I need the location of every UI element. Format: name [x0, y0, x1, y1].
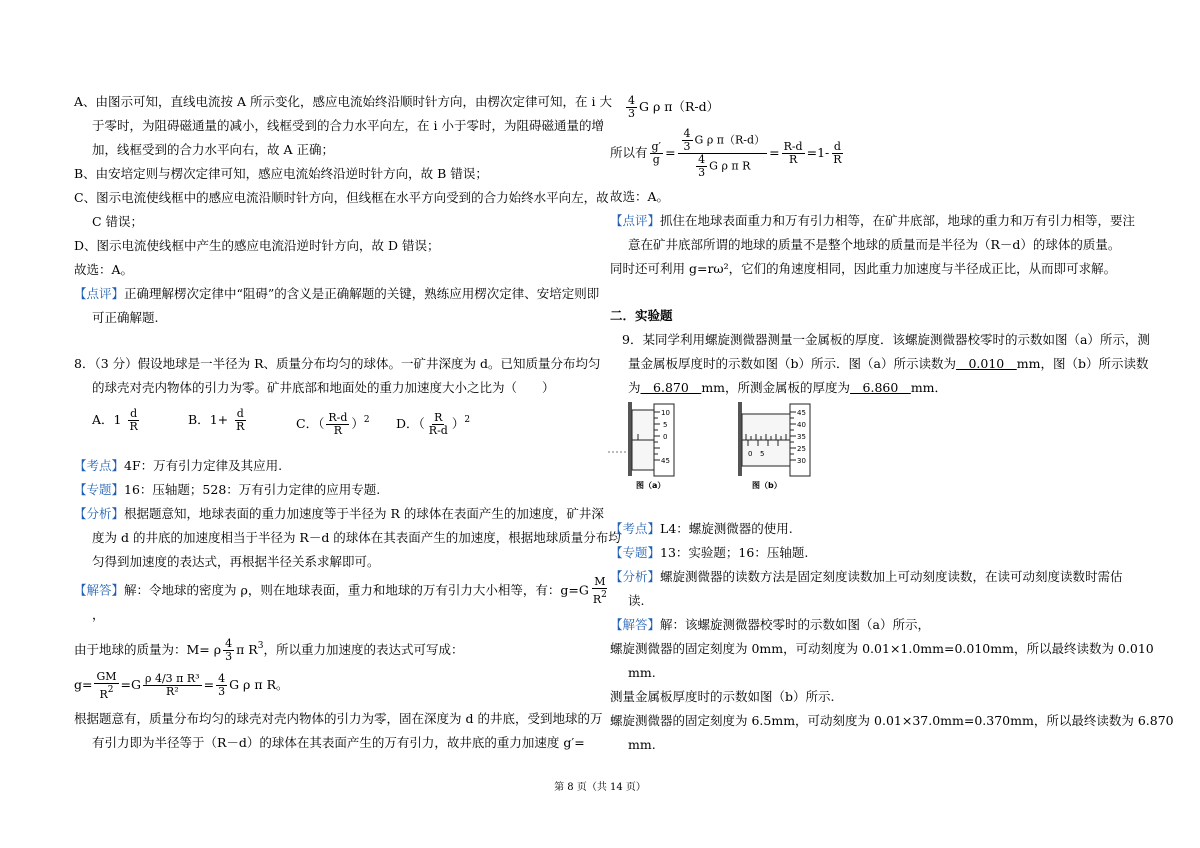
num: R	[434, 411, 443, 424]
question-9-line3	[628, 379, 947, 397]
num: GM	[96, 669, 117, 683]
kaodian-9	[610, 520, 793, 538]
svg-text:30: 30	[797, 457, 806, 465]
svg-text:10: 10	[661, 409, 670, 417]
svg-text:5: 5	[760, 450, 765, 458]
den-base: R	[99, 687, 108, 701]
fenxi-text: 螺旋测微器的读数方法是固定刻度读数加上可动刻度读数，在读可动刻度读数时需估	[660, 569, 1123, 584]
svg-text:45: 45	[661, 457, 670, 465]
den: 3	[628, 107, 635, 120]
option-a-line1: A、由图示可知，直线电流按 A 所示变化，感应电流始终沿顺时针方向，由楞次定律可知，在 i 大	[74, 94, 612, 109]
four-thirds	[626, 95, 637, 120]
comment-tag: 【点评】	[610, 213, 661, 228]
anvil-face	[738, 402, 742, 476]
question-8-line1: 8．（3 分）假设地球是一半径为 R、质量分布均匀的球体。一矿井深度为 d。已知质量分布均匀	[74, 356, 601, 371]
page-footer: 第 8 页（共 14 页）	[554, 782, 646, 793]
answer-8: 故选：A。	[610, 189, 670, 204]
comment-text: 正确理解楞次定律中“阻碍”的含义是正确解题的关键，熟练应用楞次定律、安培定则即	[124, 286, 600, 301]
answer-blank-b: 6.870	[640, 380, 702, 395]
section-heading: 二．实验题	[610, 308, 673, 323]
kaodian-text: L4：螺旋测微器的使用.	[660, 521, 793, 536]
num: 4	[683, 127, 691, 140]
num	[678, 128, 768, 154]
conclusion-line2: 有引力即为半径等于（R－d）的球体在其表面产生的万有引力，故井底的重力加速度 g′=	[92, 735, 585, 750]
option-b: B、由安培定则与楞次定律可知，感应电流始终沿逆时针方向，故 B 错误；	[74, 166, 488, 181]
kaodian-tag: 【考点】	[610, 521, 661, 536]
kaodian-tag: 【考点】	[74, 458, 125, 473]
fenxi-9-line2: 读.	[628, 593, 645, 608]
g-eq-equals: =	[203, 677, 215, 692]
mass-line: 由于地球的质量为：M= ρ $\frac{4}{3}$ π $R^3$，所以重力加速度的表达式可写成：	[74, 637, 464, 663]
choice-a-pre: 1	[113, 412, 122, 427]
num: R-d	[328, 411, 348, 424]
zhuanti-text: 13：实验题；16：压轴题.	[660, 545, 809, 560]
jieda-9-line4: 测量金属板厚度时的示数如图（b）所示.	[610, 689, 835, 704]
choice-label: A．	[92, 412, 114, 427]
num: ρ 4/3 π R³	[145, 672, 200, 685]
fenxi-8-line1	[74, 505, 604, 523]
four-thirds-d	[696, 154, 707, 179]
four-thirds-n	[682, 128, 693, 153]
q9-text: 量金属板厚度时的示数如图（b）所示．图（a）所示读数为	[628, 356, 956, 371]
num-text: G ρ π（R-d）	[694, 133, 766, 147]
den: R²	[165, 685, 179, 698]
choice-label: D．	[396, 416, 419, 431]
comment-8-line1	[610, 212, 1135, 230]
den: 3	[218, 685, 226, 698]
den	[591, 589, 609, 606]
zhuanti-text: 16：压轴题；528：万有引力定律的应用专题.	[124, 482, 381, 497]
den	[692, 154, 752, 179]
micrometer-figure-b	[718, 400, 828, 492]
num: 4	[698, 153, 706, 166]
g-equation	[74, 668, 288, 702]
choice-label: C．	[296, 416, 319, 431]
g-eq-mid: =G	[120, 677, 142, 692]
num: d	[833, 140, 841, 153]
exponent: 2	[363, 415, 370, 425]
answer-blank-thickness: 6.860	[850, 380, 911, 395]
choice-8a	[92, 407, 142, 433]
top-expr-text: G ρ π（R-d）	[639, 99, 720, 114]
svg-text:0: 0	[748, 450, 753, 458]
svg-text:25: 25	[797, 445, 806, 453]
pi-r: π R	[236, 642, 258, 657]
rho-fraction	[143, 673, 202, 698]
fenxi-tag: 【分析】	[610, 569, 661, 584]
g-eq-tail: G ρ π R。	[229, 677, 289, 692]
q9-text-5: mm．	[910, 380, 948, 395]
choice-8c: C．（ $\frac{R-d}{R}$ ）$^2$	[296, 411, 370, 437]
den: R	[236, 420, 245, 433]
jieda-9-line1	[610, 616, 930, 634]
fenxi-8-line3: 匀得到加速度的表达式，再根据半径关系求解即可。	[92, 554, 380, 569]
kaodian-text: 4F：万有引力定律及其应用.	[124, 458, 283, 473]
kaodian-8	[74, 457, 282, 475]
den-base: R	[592, 593, 602, 606]
conclusion-line1: 根据题意有，质量分布均匀的球壳对壳内物体的引力为零，固在深度为 d 的井底，受到地球的万	[74, 711, 603, 726]
q9-text-3: 为	[628, 380, 641, 395]
choice-8b	[188, 407, 248, 433]
svg-text:45: 45	[797, 409, 806, 417]
mass-text: 由于地球的质量为：M= ρ	[74, 642, 222, 657]
den: R-d	[428, 424, 448, 437]
exponent: 2	[601, 590, 607, 600]
choice-8d: D．（ $\frac{R}{R-d}$ ）$^2$	[396, 411, 471, 437]
mass-text-end: ，所以重力加速度的表达式可写成：	[263, 642, 464, 657]
comment-8-line3: 同时还可利用 g=rω²，它们的角速度相同，因此重力加速度与半径成正比，从而即可求解。	[610, 261, 1117, 276]
q9-text-2: mm，图（b）所示读数	[1016, 356, 1149, 371]
option-a-line2: 于零时，为阻碍磁通量的减小，线框受到的合力水平向左，在 i 小于零时，为阻碍磁通量的增	[92, 118, 604, 133]
option-a-line3: 加，线框受到的合力水平向右，故 A 正确；	[92, 142, 334, 157]
den-text: G ρ π R	[709, 159, 751, 173]
g-fraction	[591, 576, 609, 606]
choice-b-pre: 1+	[209, 412, 229, 427]
svg-text:0: 0	[663, 433, 668, 441]
den: R	[833, 153, 842, 166]
choice-d-fraction	[427, 412, 450, 437]
den: R	[788, 153, 798, 166]
d-over-r	[831, 141, 843, 166]
jieda-9-line5: 螺旋测微器的固定刻度为 6.5mm，可动刻度为 0.01×37.0mm=0.370mm，所以最终读数为 6.870	[610, 713, 1174, 728]
exponent: 2	[464, 415, 471, 425]
comment-7-line2: 可正确解题.	[92, 310, 159, 325]
answer-blank-a: 0.010	[955, 356, 1017, 371]
micrometer-figure-a	[608, 400, 698, 492]
jieda-tag: 【解答】	[610, 617, 661, 632]
answer-7: 故选：A。	[74, 262, 134, 277]
fenxi-8-line2: 度为 d 的井底的加速度相当于半径为 R－d 的球体在其表面产生的加速度，根据地球质量分布均	[92, 530, 621, 545]
one-minus: =1-	[806, 145, 830, 160]
den: 3	[683, 140, 691, 153]
fenxi-tag: 【分析】	[74, 506, 125, 521]
choice-b-fraction	[234, 408, 246, 433]
svg-text:40: 40	[797, 421, 806, 429]
fenxi-text: 根据题意知，地球表面的重力加速度等于半径为 R 的球体在表面产生的加速度，矿井深	[124, 506, 604, 521]
comment-tag: 【点评】	[74, 286, 125, 301]
zhuanti-9	[610, 544, 808, 562]
four-thirds-2	[216, 673, 227, 698]
zhuanti-8	[74, 481, 380, 499]
den: 3	[698, 166, 706, 179]
den: R	[333, 424, 343, 437]
question-8-line2: 的球壳对壳内物体的引力为零。矿井底部和地面处的重力加速度大小之比为（ ）	[92, 380, 555, 395]
den: $R^2$	[99, 684, 114, 701]
svg-text:5: 5	[663, 421, 668, 429]
num: 4	[225, 637, 233, 650]
choice-c-fraction	[326, 412, 349, 437]
four-thirds	[223, 638, 234, 663]
num: M	[594, 575, 606, 588]
num: 4	[628, 94, 635, 107]
jieda-8-line1	[74, 576, 611, 606]
jieda-text: 解：令地球的密度为 ρ，则在地球表面，重力和地球的万有引力大小相等，有：g=G	[124, 582, 589, 598]
den: R	[129, 420, 138, 433]
figure-a-caption: 图（a）	[636, 481, 666, 490]
num: g′	[651, 140, 662, 153]
ratio-equation: 所以有 $\frac{g'}{g}$ = $\frac{4}{3}$ G ρ π（R-d） $\frac{4}{3}$ G ρ π R = $\frac{R-d}{R}$ =1- $\frac{d}{R}$	[610, 127, 842, 179]
gm-fraction	[94, 671, 118, 701]
num: R-d	[783, 140, 803, 153]
comment-7-line1	[74, 285, 599, 303]
q9-text-4: mm，所测金属板的厚度为	[701, 380, 851, 395]
jieda-tag: 【解答】	[74, 582, 125, 598]
zhuanti-tag: 【专题】	[610, 545, 661, 560]
figure-b-caption: 图（b）	[752, 481, 782, 490]
question-9-line1: 9．某同学利用螺旋测微器测量一金属板的厚度．该螺旋测微器校零时的示数如图（a）所示，测	[622, 332, 1150, 347]
den: g	[652, 153, 660, 166]
jieda-9-line6: mm.	[628, 737, 656, 752]
choice-a-fraction	[127, 408, 139, 433]
ratio-pre: 所以有	[610, 145, 648, 160]
comment-text: 抓住在地球表面重力和万有引力相等，在矿井底部，地球的重力和万有引力相等，要注	[660, 213, 1136, 228]
question-9-line2	[628, 355, 1148, 373]
rd-ratio	[782, 141, 805, 166]
num: d	[236, 407, 244, 420]
zhuanti-tag: 【专题】	[74, 482, 125, 497]
g-ratio	[650, 141, 664, 166]
anvil-face	[628, 402, 632, 476]
big-ratio	[678, 128, 768, 179]
den: 3	[225, 650, 233, 663]
num: 4	[218, 672, 226, 685]
g-eq-pre: g=	[74, 677, 93, 692]
option-c-line1: C、图示电流使线框中的感应电流沿顺时针方向，但线框在水平方向受到的合力始终水平向左，故	[74, 190, 609, 205]
num: d	[130, 407, 138, 420]
fenxi-9-line1	[610, 568, 1123, 586]
comma-line: ，	[92, 607, 105, 622]
svg-text:35: 35	[797, 433, 806, 441]
choice-label: B．	[188, 412, 210, 427]
jieda-9-line2: 螺旋测微器的固定刻度为 0mm，可动刻度为 0.01×1.0mm=0.010mm，所以最终读数为 0.010	[610, 641, 1154, 656]
option-c-line2: C 错误；	[92, 214, 144, 229]
top-expression	[624, 94, 719, 120]
comment-8-line2: 意在矿井底部所谓的地球的质量不是整个地球的质量而是半径为（R－d）的球体的质量。	[628, 237, 1121, 252]
jieda-text: 解：该螺旋测微器校零时的示数如图（a）所示，	[660, 617, 930, 632]
option-d: D、图示电流使线框中产生的感应电流沿逆时针方向，故 D 错误；	[74, 238, 440, 253]
jieda-9-line3: mm.	[628, 665, 656, 680]
